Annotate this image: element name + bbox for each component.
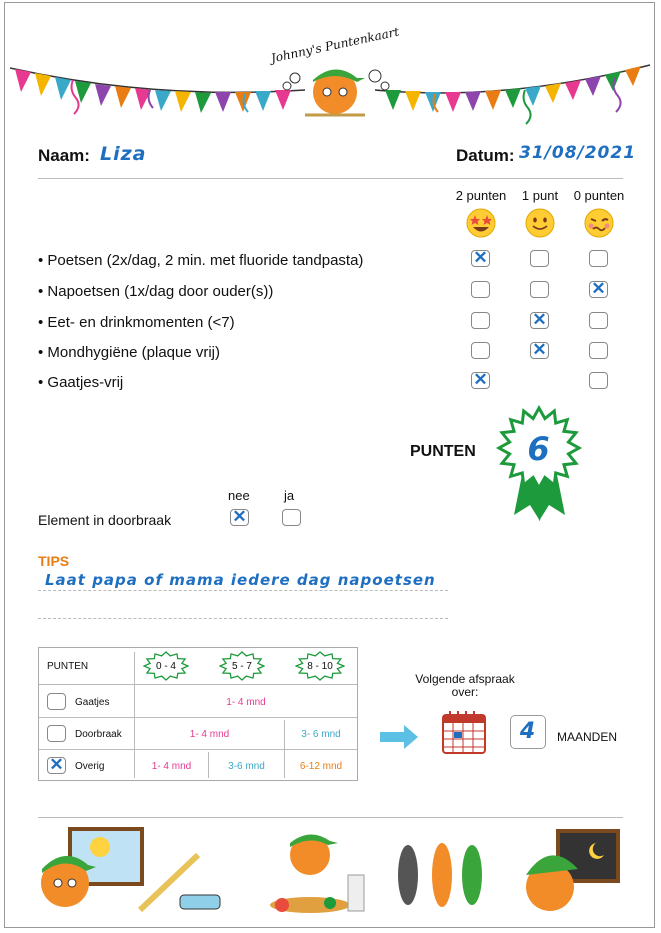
criterion-2-col-2-checkbox[interactable]: [530, 281, 549, 298]
criterion-4-col-2-checkbox[interactable]: ✕: [530, 342, 549, 359]
col-header-0-punten: 0 punten: [573, 188, 625, 203]
next-appointment-label-2: over:: [451, 685, 479, 699]
overig-interval-low: 1- 4 mnd: [151, 761, 192, 772]
range-5-7: 5 - 7: [231, 661, 252, 672]
tips-text[interactable]: Laat papa of mama iedere dag napoetsen: [45, 571, 436, 589]
doorbraak-ja-label: ja: [284, 488, 295, 503]
footer-divider: [38, 817, 623, 818]
tips-label: TIPS: [38, 553, 70, 569]
smile-emoji-icon: [524, 207, 556, 239]
criterion-napoetsen: • Napoetsen (1x/dag door ouder(s)): [38, 283, 274, 300]
table-header: PUNTEN: [47, 661, 89, 672]
criterion-1-col-3-checkbox[interactable]: [589, 250, 608, 267]
woozy-emoji-icon: [583, 207, 615, 239]
date-label: Datum:: [456, 146, 515, 165]
criterion-gaatjes-vrij: • Gaatjes-vrij: [38, 374, 124, 391]
arrow-right-icon: [380, 725, 420, 749]
footer-illustrations: [30, 825, 630, 920]
criterion-1-col-2-checkbox[interactable]: [530, 250, 549, 267]
col-header-1-punt: 1 punt: [521, 188, 559, 203]
name-value[interactable]: Liza: [100, 143, 147, 165]
criterion-mondhygiene: • Mondhygiëne (plaque vrij): [38, 344, 221, 361]
criterion-poetsen: • Poetsen (2x/dag, 2 min. met fluoride tandpasta): [38, 252, 364, 269]
criterion-3-col-2-checkbox[interactable]: ✕: [530, 312, 549, 329]
overig-interval-high: 6-12 mnd: [299, 761, 343, 772]
doorbraak-nee-label: nee: [228, 488, 250, 503]
score-label: PUNTEN: [410, 443, 476, 460]
calendar-icon: [441, 709, 487, 755]
bunting-banner: [5, 20, 656, 130]
criterion-3-col-1-checkbox[interactable]: [471, 312, 490, 329]
doorbraak-label: Element in doorbraak: [38, 512, 172, 528]
doorbraak-interval-high: 3- 6 mnd: [301, 729, 341, 740]
months-unit: MAANDEN: [557, 730, 618, 744]
criterion-2-col-3-checkbox[interactable]: ✕: [589, 281, 608, 298]
row-doorbraak-label: Doorbraak: [75, 729, 122, 740]
criterion-5-col-3-checkbox[interactable]: [589, 372, 608, 389]
criterion-3-col-3-checkbox[interactable]: [589, 312, 608, 329]
doorbraak-row-checkbox[interactable]: [47, 725, 66, 742]
criterion-1-col-1-checkbox[interactable]: ✕: [471, 250, 490, 267]
criterion-4-col-1-checkbox[interactable]: [471, 342, 490, 359]
row-gaatjes-label: Gaatjes: [75, 697, 110, 708]
star-eyes-emoji-icon: [465, 207, 497, 239]
name-label: Naam:: [38, 146, 90, 165]
doorbraak-nee-checkbox[interactable]: ✕: [230, 509, 249, 526]
range-0-4: 0 - 4: [155, 661, 176, 672]
card-title: Johnny's Puntenkaart: [269, 24, 401, 66]
tips-line-2: [38, 618, 448, 619]
overig-checkbox[interactable]: ✕: [47, 757, 66, 774]
next-appointment-label-1: Volgende afspraak: [415, 672, 515, 686]
criterion-4-col-3-checkbox[interactable]: [589, 342, 608, 359]
criterion-5-col-1-checkbox[interactable]: ✕: [471, 372, 490, 389]
doorbraak-ja-checkbox[interactable]: [282, 509, 301, 526]
gaatjes-checkbox[interactable]: [47, 693, 66, 710]
overig-interval-mid: 3-6 mnd: [228, 761, 265, 772]
criterion-eetmomenten: • Eet- en drinkmomenten (<7): [38, 314, 235, 331]
gaatjes-interval: 1- 4 mnd: [226, 697, 266, 708]
tips-line-1: [38, 590, 448, 591]
row-overig-label: Overig: [75, 761, 105, 772]
criterion-2-col-1-checkbox[interactable]: [471, 281, 490, 298]
doorbraak-interval-low: 1- 4 mnd: [189, 729, 230, 740]
col-header-2-punten: 2 punten: [455, 188, 507, 203]
range-8-10: 8 - 10: [307, 661, 333, 672]
months-value[interactable]: 4: [519, 719, 537, 744]
score-value: 6: [527, 430, 551, 468]
appointment-table: [38, 647, 358, 781]
header-divider: [38, 178, 623, 179]
date-value[interactable]: 31/08/2021: [519, 143, 637, 163]
